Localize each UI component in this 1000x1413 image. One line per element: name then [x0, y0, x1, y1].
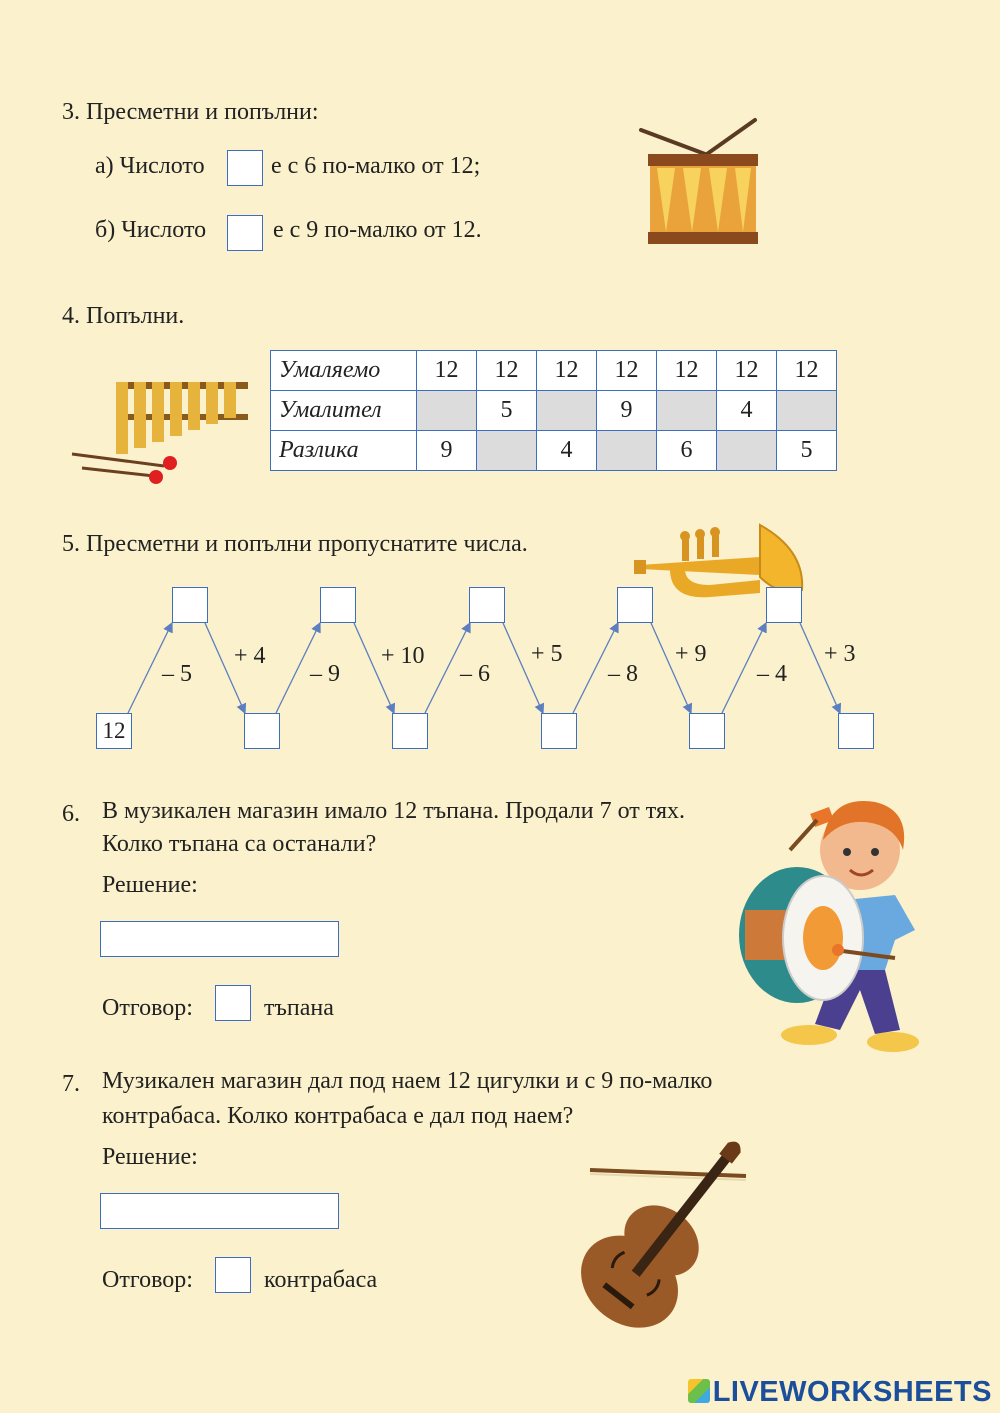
- table-answer-cell[interactable]: [777, 391, 837, 431]
- chain-answer-input[interactable]: [172, 587, 208, 623]
- table-row: [271, 431, 837, 471]
- chain-answer-input[interactable]: [838, 713, 874, 749]
- table-cell: 12: [477, 351, 537, 391]
- task6-solution-label: Решение:: [102, 872, 198, 898]
- task6-solution-input[interactable]: [100, 921, 339, 957]
- row-label-difference: Разлика: [271, 431, 417, 471]
- task3-title: 3. Пресметни и попълни:: [62, 99, 319, 125]
- task7-answer-input[interactable]: [215, 1257, 251, 1293]
- table-cell: 12: [657, 351, 717, 391]
- chain-operation: – 6: [460, 661, 490, 687]
- task3-b-suffix: е с 9 по-малко от 12.: [273, 217, 482, 243]
- table-cell: 9: [597, 391, 657, 431]
- task7-solution-label: Решение:: [102, 1144, 198, 1170]
- liveworksheets-logo-icon: [688, 1379, 710, 1403]
- task4-title: 4. Попълни.: [62, 303, 185, 329]
- chain-start-value: 12: [96, 713, 132, 749]
- task3-b-prefix: б) Числото: [95, 217, 207, 243]
- task6-answer-unit: тъпана: [264, 995, 334, 1021]
- table-cell: 5: [477, 391, 537, 431]
- chain-answer-input[interactable]: [541, 713, 577, 749]
- row-label-minuend: Умаляемо: [271, 351, 417, 391]
- xylophone-icon: [68, 374, 258, 489]
- table-cell: 9: [417, 431, 477, 471]
- table-cell: 12: [417, 351, 477, 391]
- chain-answer-input[interactable]: [766, 587, 802, 623]
- table-cell: 5: [777, 431, 837, 471]
- row-label-subtrahend: Умалител: [271, 391, 417, 431]
- drum-icon: [635, 112, 765, 247]
- chain-answer-input[interactable]: [469, 587, 505, 623]
- table-cell: 4: [717, 391, 777, 431]
- chain-answer-input[interactable]: [320, 587, 356, 623]
- task7-solution-input[interactable]: [100, 1193, 339, 1229]
- task3-a-suffix: е с 6 по-малко от 12;: [271, 153, 481, 179]
- table-cell: 12: [777, 351, 837, 391]
- table-cell: 12: [537, 351, 597, 391]
- table-cell: 4: [537, 431, 597, 471]
- task7-number: 7.: [62, 1071, 80, 1097]
- chain-operation: + 4: [234, 643, 266, 669]
- table-cell: 12: [717, 351, 777, 391]
- chain-operation: + 9: [675, 641, 707, 667]
- task7-answer-label: Отговор:: [102, 1267, 193, 1293]
- task6-answer-label: Отговор:: [102, 995, 193, 1021]
- table-answer-cell[interactable]: [417, 391, 477, 431]
- task6-answer-input[interactable]: [215, 985, 251, 1021]
- logo-text: LIVEWORKSHEETS: [712, 1376, 992, 1408]
- table-answer-cell[interactable]: [717, 431, 777, 471]
- double-bass-icon: [548, 1118, 768, 1338]
- task7-answer-unit: контрабаса: [264, 1267, 378, 1293]
- task3-b-answer-input[interactable]: [227, 215, 263, 251]
- drummer-boy-icon: [735, 790, 940, 1062]
- table-cell: 6: [657, 431, 717, 471]
- liveworksheets-logo: [688, 1376, 992, 1409]
- task6-number: 6.: [62, 801, 80, 827]
- chain-answer-input[interactable]: [689, 713, 725, 749]
- table-answer-cell[interactable]: [477, 431, 537, 471]
- task3-a-prefix: а) Числото: [95, 153, 205, 179]
- chain-operation: + 10: [381, 643, 425, 669]
- task6-line2: Колко тъпана са останали?: [102, 831, 377, 857]
- chain-operation: – 4: [757, 661, 787, 687]
- chain-operation: – 5: [162, 661, 192, 687]
- chain-answer-input[interactable]: [244, 713, 280, 749]
- chain-operation: – 9: [310, 661, 340, 687]
- table-answer-cell[interactable]: [597, 431, 657, 471]
- task6-line1: В музикален магазин имало 12 тъпана. Продали 7 от тях.: [102, 798, 686, 824]
- chain-answer-input[interactable]: [617, 587, 653, 623]
- task5-title: 5. Пресметни и попълни пропуснатите числа.: [62, 531, 528, 557]
- table-answer-cell[interactable]: [657, 391, 717, 431]
- table-cell: 12: [597, 351, 657, 391]
- chain-operation: + 5: [531, 641, 563, 667]
- chain-answer-input[interactable]: [392, 713, 428, 749]
- task7-line2: контрабаса. Колко контрабаса е дал под наем?: [102, 1103, 574, 1129]
- table-row: [271, 391, 837, 431]
- table-answer-cell[interactable]: [537, 391, 597, 431]
- chain-operation: – 8: [608, 661, 638, 687]
- task3-a-answer-input[interactable]: [227, 150, 263, 186]
- chain-operation: + 3: [824, 641, 856, 667]
- table-row: [271, 351, 837, 391]
- subtraction-table: [270, 350, 837, 471]
- task7-line1: Музикален магазин дал под наем 12 цигулки и с 9 по-малко: [102, 1068, 713, 1094]
